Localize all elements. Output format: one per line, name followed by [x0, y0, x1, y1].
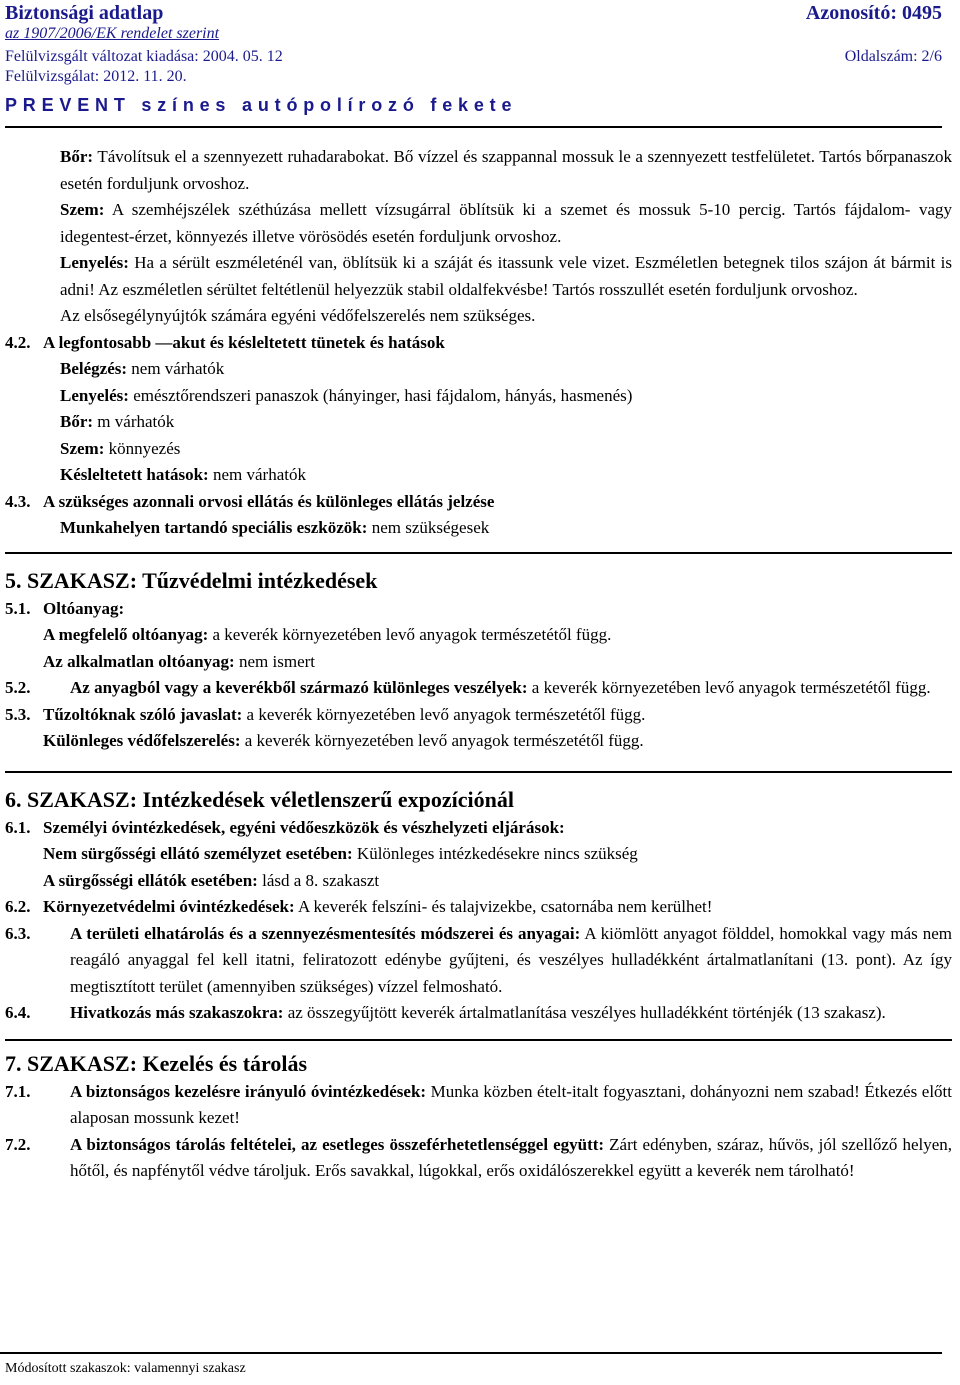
non-emergency-personnel: Nem sürgősségi ellátó személyzet esetében: Különleges intézkedésekre nincs szükség	[43, 844, 638, 863]
subsection-6-4: 6.4. Hivatkozás más szakaszokra: az összegyűjtött keverék ártalmatlanítása veszélyes hulladékként történjék (13 szakasz).	[5, 1003, 886, 1022]
revision-date: Felülvizsgált változat kiadása: 2004. 05. 12	[5, 48, 283, 65]
section-5-title: 5. SZAKASZ: Tűzvédelmi intézkedések	[5, 567, 378, 593]
subsection-4-3-heading: 4.3. A szükséges azonnali orvosi ellátás és különleges ellátás jelzése	[5, 491, 495, 511]
section-divider	[5, 1039, 952, 1041]
symptom-inhalation: Belégzés: nem várhatók	[60, 359, 225, 378]
unsuitable-media: Az alkalmatlan oltóanyag: nem ismert	[43, 651, 315, 671]
section-7-title: 7. SZAKASZ: Kezelés és tárolás	[5, 1050, 308, 1076]
symptom-ingestion: Lenyelés: emésztőrendszeri panaszok (hányinger, hasi fájdalom, hányás, hasmenés)	[60, 385, 633, 405]
firefighter-ppe: Különleges védőfelszerelés: a keverék környezetében levő anyagok természetétől függ.	[43, 731, 644, 750]
subsection-5-2: 5.2. Az anyagból vagy a keverékből származó különleges veszélyek: a keverék környezetében levő anyagok természetétől függ.	[5, 678, 931, 697]
document-body	[5, 140, 952, 1185]
subsection-5-1-heading: 5.1. Oltóanyag:	[5, 598, 125, 618]
subsection-7-1: 7.1. A biztonságos kezelésre irányuló óvintézkedések: Munka közben ételt-italt fogyasztani, dohányozni nem szabad! Étkezés előtt alaposan mossunk kezet!	[5, 1081, 952, 1127]
product-name: PREVENT színes autópolírozó fekete	[5, 95, 518, 115]
suitable-media: A megfelelő oltóanyag: a keverék környezetében levő anyagok természetétől függ.	[43, 625, 612, 644]
header-divider	[5, 126, 942, 128]
first-aid-ppe: Az elsősegélynyújtók számára egyéni védőfelszerelés nem szükséges.	[60, 306, 536, 325]
subsection-6-3: 6.3. A területi elhatárolás és a szennyezésmentesítés módszerei és anyagai: A kiömlött anyagot földdel, homokkal vagy más nem reagáló anyaggal fel kell itatni, feliratozott edénybe gyűjteni, és veszélyes hulladékként ártalmatlanítani (13. pont). Az így megtisztított terület (amennyiben szükséges) vízzel felmosható.	[5, 923, 952, 996]
section-divider	[5, 771, 952, 773]
symptom-delayed: Késleltetett hatások: nem várhatók	[60, 465, 306, 484]
first-aid-eye: Szem: A szemhéjszélek széthúzása mellett vízsugárral öblítsük ki a szemet és mossuk 5-10 percig. Tartós fájdalom- vagy idegentest-érzet, könnyezés illetve vörösödés esetén forduljunk orvoshoz.	[60, 200, 952, 246]
footer-note: Módosított szakaszok: valamennyi szakasz	[5, 1361, 246, 1376]
subsection-5-3: 5.3. Tűzoltóknak szóló javaslat: a keverék környezetében levő anyagok természetétől függ.	[5, 704, 646, 724]
subsection-6-2: 6.2. Környezetvédelmi óvintézkedések: A keverék felszíni- és talajvizekbe, csatornába nem kerülhet!	[5, 897, 713, 916]
emergency-responders: A sürgősségi ellátók esetében: lásd a 8. szakaszt	[43, 870, 380, 890]
page-number: Oldalszám: 2/6	[844, 48, 942, 65]
first-aid-skin: Bőr: Távolítsuk el a szennyezett ruhadarabokat. Bő vízzel és szappannal mossuk le a szennyezett testfelületet. Tartós bőrpanaszok esetén forduljunk orvoshoz.	[60, 147, 952, 193]
footer-divider	[0, 1352, 942, 1354]
first-aid-ingestion: Lenyelés: Ha a sérült eszméleténél van, öblítsük ki a száját és itassunk vele vizet. Eszméletlen betegnek tilos szájon át bármit is adni! Az eszméletlen sérültet feltétlenül helyezzük stabil oldalfekvésbe! Tartós rosszullét esetén forduljunk orvoshoz.	[60, 253, 952, 299]
section-divider	[5, 552, 952, 554]
symptom-eye: Szem: könnyezés	[60, 438, 181, 458]
subsection-7-2: 7.2. A biztonságos tárolás feltételei, az esetleges összeférhetetlenséggel együtt: Zárt edényben, száraz, hűvös, jól szellőző helyen, hőtől, és napfénytől védve tároljuk. Erős savakkal, lúgokkal, erős oxidálószerekkel együtt a keverék nem tárolható!	[5, 1134, 953, 1180]
subsection-4-2-heading: 4.2. A legfontosabb —akut és késleltetett tünetek és hatások	[5, 332, 445, 352]
document-title: Biztonsági adatlap	[5, 2, 164, 24]
regulation-link[interactable]: az 1907/2006/EK rendelet szerint	[5, 25, 220, 42]
subsection-6-1-heading: 6.1. Személyi óvintézkedések, egyéni védőeszközök és vészhelyzeti eljárások:	[5, 817, 565, 837]
symptom-skin: Bőr: m várhatók	[60, 412, 175, 431]
special-tools: Munkahelyen tartandó speciális eszközök: nem szükségesek	[60, 518, 490, 537]
document-id: Azonosító: 0495	[805, 2, 942, 24]
check-date: Felülvizsgálat: 2012. 11. 20.	[5, 68, 187, 85]
section-6-title: 6. SZAKASZ: Intézkedések véletlenszerű expozíciónál	[5, 786, 515, 812]
